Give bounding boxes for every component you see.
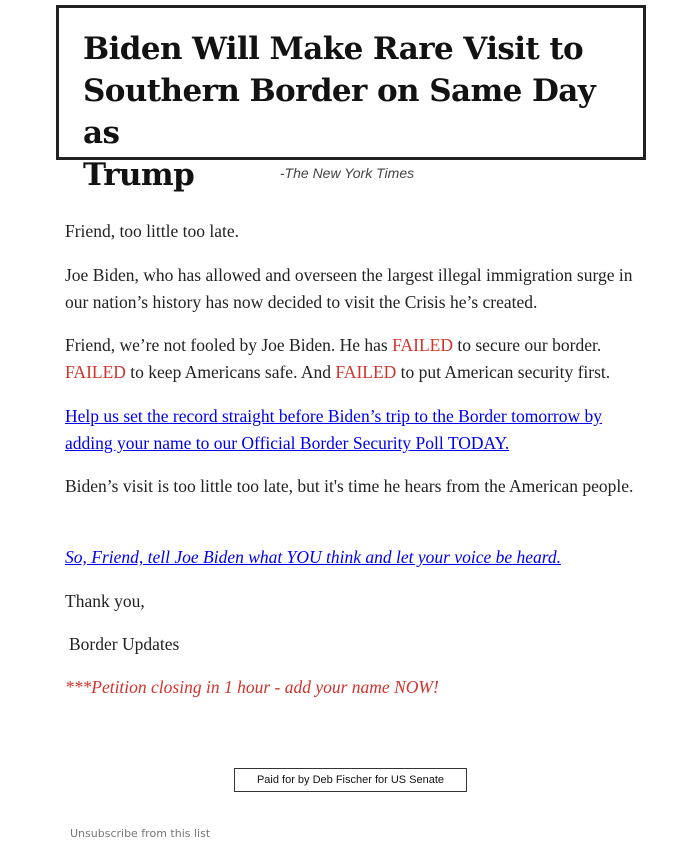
- greeting: Friend, too little too late.: [65, 221, 240, 241]
- unsubscribe-link[interactable]: Unsubscribe from this list: [70, 827, 211, 840]
- headline-line-2: Southern Border on Same Day as: [83, 73, 596, 151]
- thank-you: Thank you,: [65, 591, 145, 611]
- headline-line-3: Trump: [83, 157, 195, 193]
- petition-notice: ***Petition closing in 1 hour - add your name NOW!: [65, 677, 439, 697]
- paragraph-1: Joe Biden, who has allowed and overseen the largest illegal immigration surge in our nation’s history has now decided to visit the Crisis he’s created.: [65, 265, 633, 312]
- paragraph-2: [65, 332, 640, 386]
- paragraph-2-part-1: Friend, we’re not fooled by Joe Biden. He has: [65, 335, 393, 355]
- voice-link-paragraph: [65, 544, 640, 571]
- failed-highlight-2: FAILED: [65, 362, 126, 382]
- failed-highlight-1: FAILED: [392, 335, 453, 355]
- headline-source: -The New York Times: [279, 165, 415, 181]
- poll-link[interactable]: Help us set the record straight before Biden’s trip to the Border tomorrow by adding your name to our Official Border Security Poll TODAY.: [65, 406, 603, 453]
- headline-line-1: Biden Will Make Rare Visit to: [83, 31, 584, 67]
- paragraph-2-part-3: to keep Americans safe. And: [125, 362, 336, 382]
- voice-link[interactable]: So, Friend, tell Joe Biden what YOU think and let your voice be heard.: [65, 547, 562, 567]
- paragraph-2-part-2: to secure our border.: [453, 335, 602, 355]
- paragraph-3: Biden’s visit is too little too late, but it's time he hears from the American people.: [65, 476, 634, 496]
- signature: Border Updates: [69, 634, 180, 654]
- paragraph-2-part-4: to put American security first.: [396, 362, 611, 382]
- poll-link-paragraph: [65, 403, 640, 457]
- paid-for-disclaimer: Paid for by Deb Fischer for US Senate: [234, 768, 467, 792]
- failed-highlight-3: FAILED: [335, 362, 397, 382]
